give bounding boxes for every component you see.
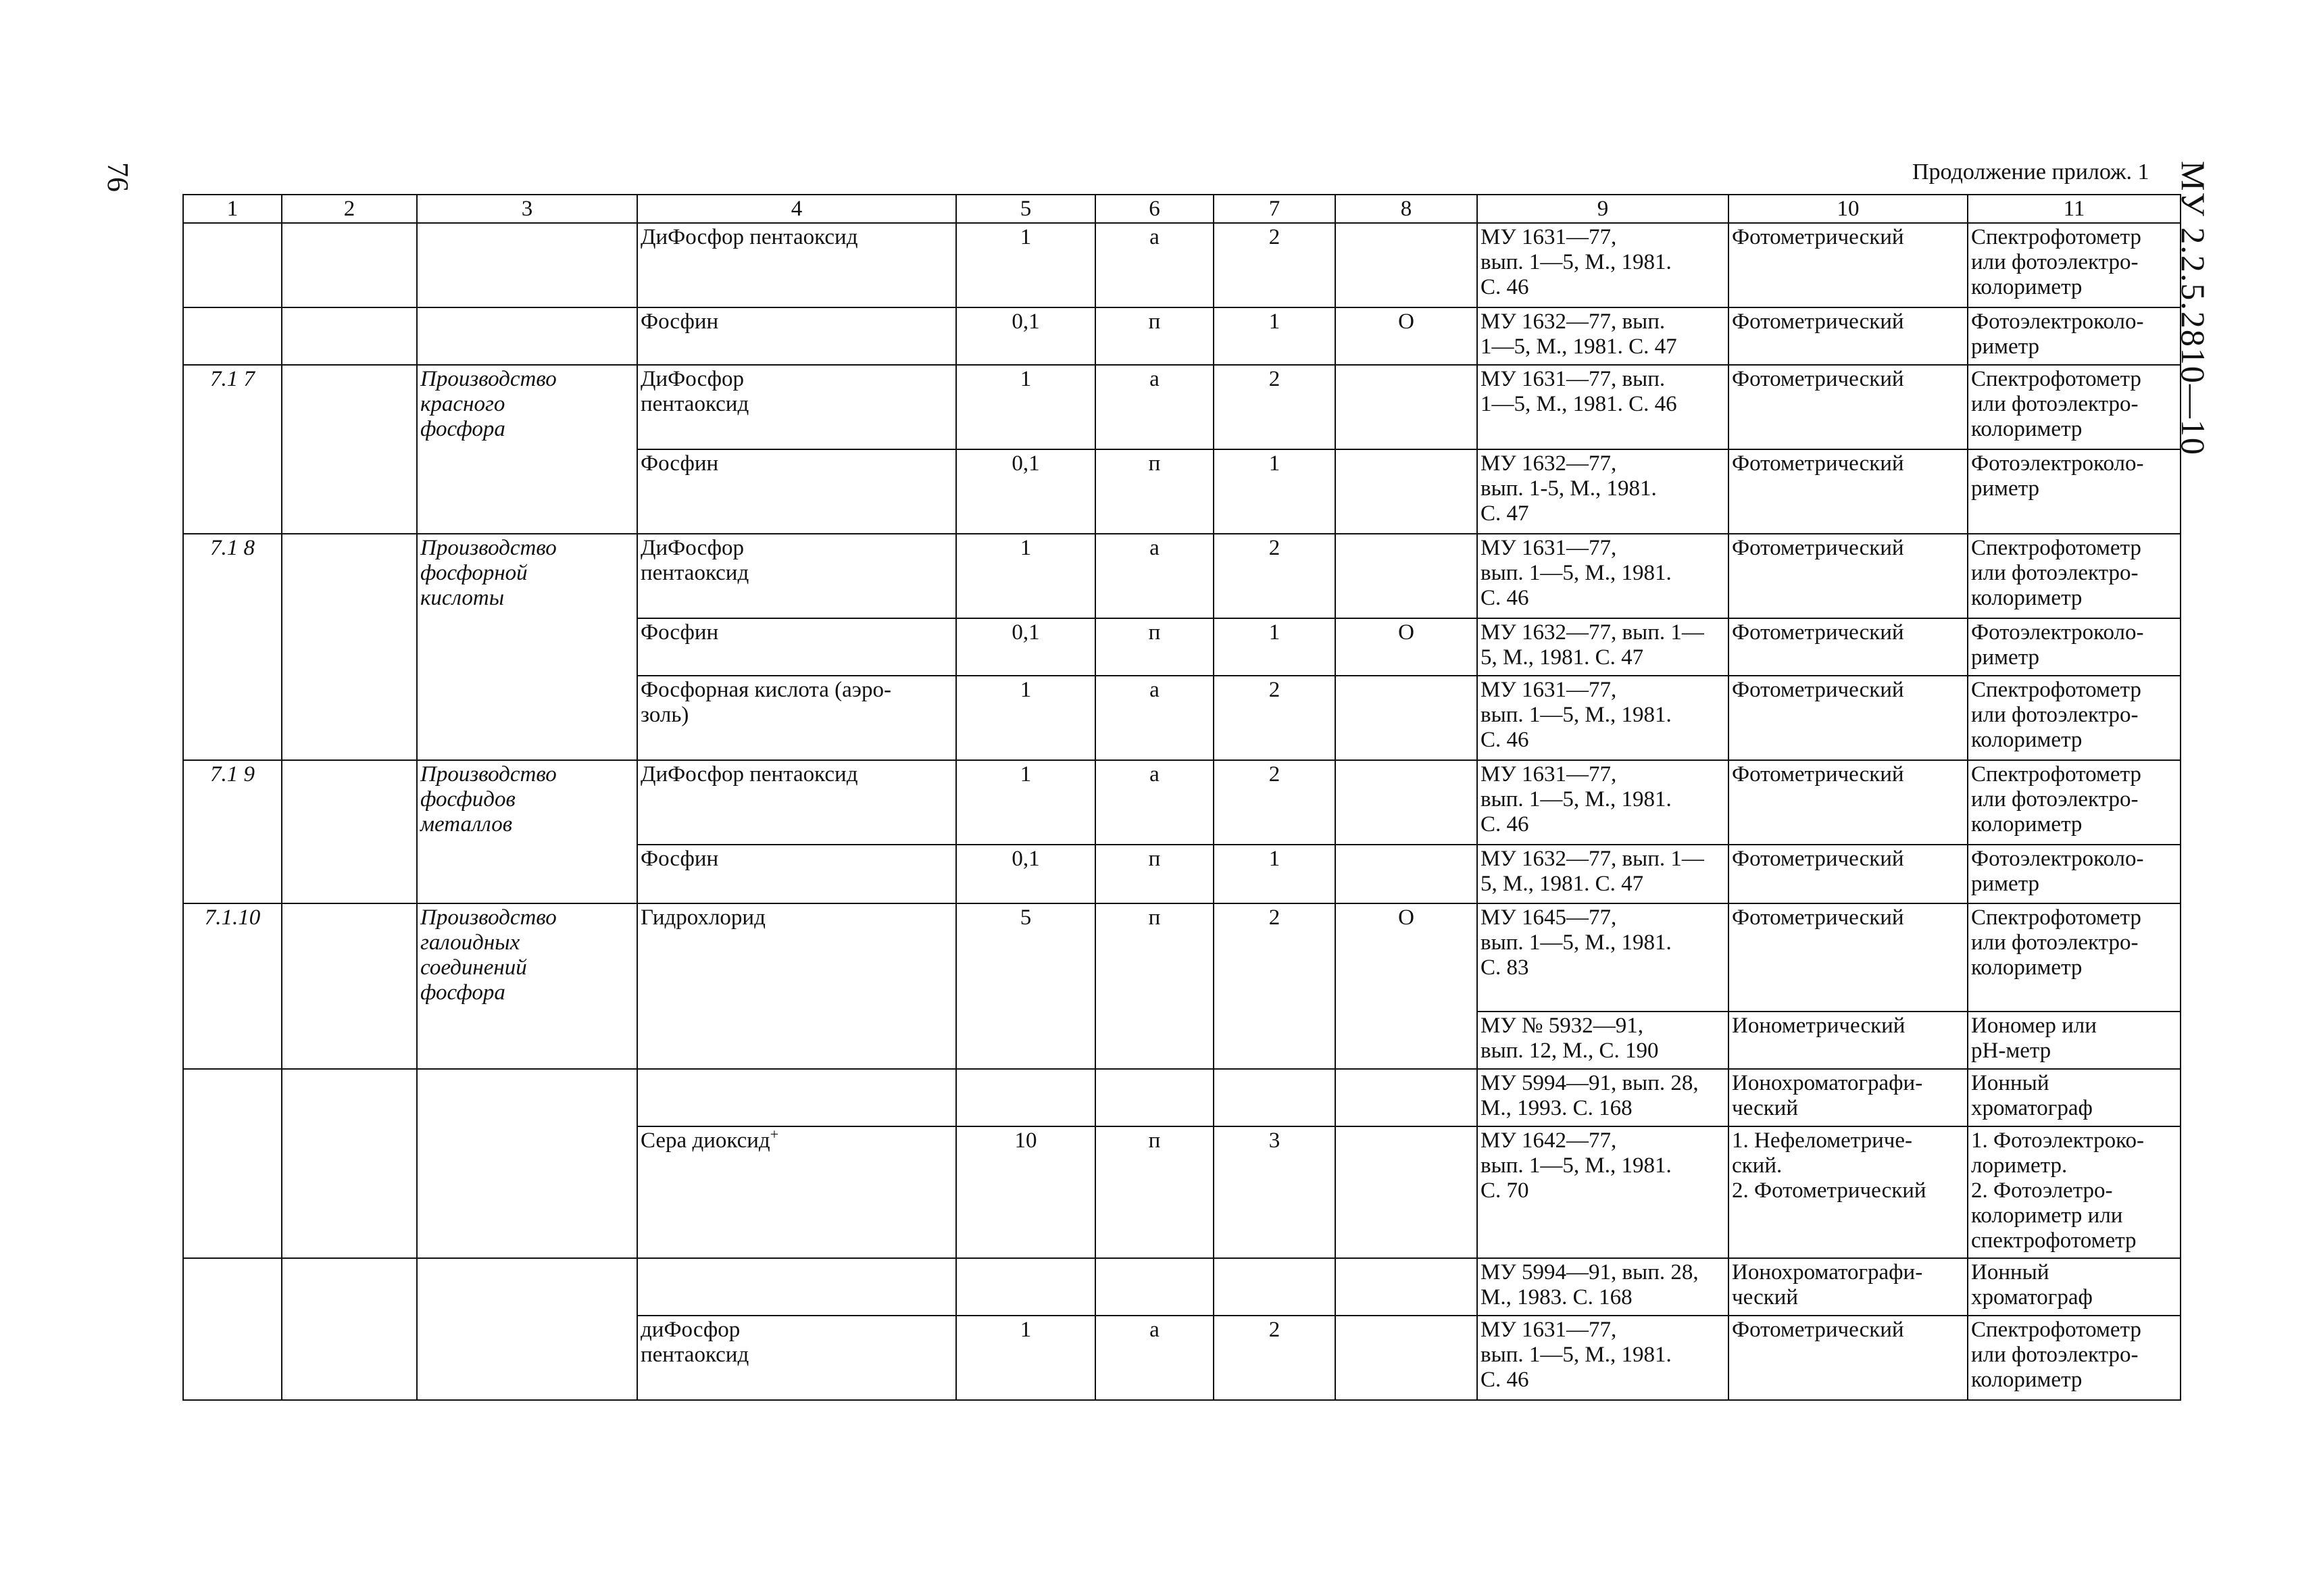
- method-reference-text: МУ 1645—77, вып. 1—5, М., 1981. С. 83: [1480, 905, 1672, 980]
- method-name-text: Фотометрический: [1732, 367, 1904, 391]
- aggregate-state-cell: [1095, 365, 1214, 449]
- method-reference-cell: [1477, 223, 1728, 307]
- aggregate-state-cell: [1095, 760, 1214, 845]
- hazard-class-text: 1: [1268, 847, 1280, 871]
- instrument-cell: [1968, 449, 2181, 534]
- hazard-class-text: 3: [1268, 1128, 1280, 1153]
- row-number-text: 7.1 7: [210, 367, 255, 391]
- mac-value-text: 0,1: [1012, 847, 1040, 871]
- hazard-class-cell: [1214, 903, 1335, 1069]
- substance-name-text: Фосфин: [641, 620, 719, 645]
- method-reference-text: МУ 1631—77, вып. 1—5, М., 1981. С. 46: [1480, 1318, 1672, 1392]
- instrument-cell: [1968, 534, 2181, 618]
- production-name-cell: [417, 1258, 637, 1400]
- instrument-cell: [1968, 1316, 2181, 1400]
- aggregate-state-cell: [1095, 307, 1214, 365]
- hazard-class-text: 2: [1268, 905, 1280, 930]
- continuation-label: Продолжение прилож. 1: [1912, 159, 2149, 184]
- instrument-cell: [1968, 223, 2181, 307]
- method-name-cell: [1728, 307, 1968, 365]
- hazard-class-cell: [1214, 365, 1335, 449]
- column-header: 2: [282, 195, 417, 223]
- mac-value-text: 1: [1020, 536, 1032, 560]
- mac-value-text: 10: [1014, 1128, 1037, 1153]
- row-number-cell: [183, 534, 282, 760]
- section-code-cell: [282, 223, 417, 307]
- section-code-cell: [282, 534, 417, 760]
- column-header: 6: [1095, 195, 1214, 223]
- mac-value-text: 1: [1020, 762, 1032, 787]
- table-header-row: [183, 195, 2181, 223]
- method-name-text: Фотометрический: [1732, 678, 1904, 702]
- effect-note-cell: [1335, 1126, 1477, 1258]
- aggregate-state-text: п: [1148, 1128, 1161, 1153]
- aggregate-state-cell: [1095, 1258, 1214, 1316]
- mac-value-text: 0,1: [1012, 309, 1040, 334]
- substance-name-text: Фосфин: [641, 309, 719, 334]
- substance-name-cell: [637, 449, 956, 534]
- hazard-class-cell: [1214, 618, 1335, 676]
- method-name-cell: [1728, 223, 1968, 307]
- method-name-cell: [1728, 365, 1968, 449]
- production-name-cell: [417, 365, 637, 534]
- substance-name-text: ДиФосфор пентаоксид: [641, 367, 749, 416]
- method-reference-text: МУ 1631—77, вып. 1—5, М., 1981. С. 46: [1480, 225, 1672, 299]
- method-name-text: Фотометрический: [1732, 1318, 1904, 1342]
- method-name-text: Ионохроматографи- ческий: [1732, 1071, 1923, 1120]
- hazard-class-cell: [1214, 1316, 1335, 1400]
- mac-value-cell: [956, 618, 1095, 676]
- effect-note-cell: [1335, 676, 1477, 760]
- hazard-class-cell: [1214, 1126, 1335, 1258]
- hazard-class-cell: [1214, 1258, 1335, 1316]
- method-name-text: Фотометрический: [1732, 762, 1904, 787]
- hazard-class-text: 2: [1268, 1318, 1280, 1342]
- aggregate-state-text: п: [1148, 620, 1161, 645]
- effect-note-cell: [1335, 307, 1477, 365]
- column-header: 9: [1477, 195, 1728, 223]
- aggregate-state-cell: [1095, 903, 1214, 1069]
- aggregate-state-text: а: [1149, 225, 1160, 249]
- method-reference-cell: [1477, 1126, 1728, 1258]
- method-name-text: Фотометрический: [1732, 451, 1904, 476]
- mac-value-text: 0,1: [1012, 620, 1040, 645]
- effect-note-cell: [1335, 845, 1477, 903]
- aggregate-state-cell: [1095, 534, 1214, 618]
- production-name-cell: [417, 903, 637, 1069]
- method-reference-text: МУ 1632—77, вып. 1-5, М., 1981. С. 47: [1480, 451, 1657, 526]
- row-number-text: 7.1 8: [210, 536, 255, 560]
- section-code-cell: [282, 365, 417, 534]
- method-reference-cell: [1477, 1258, 1728, 1316]
- substance-name-cell: [637, 903, 956, 1069]
- section-code-cell: [282, 1258, 417, 1400]
- effect-note-cell: [1335, 449, 1477, 534]
- method-name-cell: [1728, 903, 1968, 1012]
- method-reference-text: МУ 1642—77, вып. 1—5, М., 1981. С. 70: [1480, 1128, 1672, 1203]
- substance-name-text: Фосфорная кислота (аэро- золь): [641, 678, 891, 727]
- production-name-cell: [417, 760, 637, 903]
- effect-note-cell: [1335, 1069, 1477, 1126]
- section-code-cell: [282, 307, 417, 365]
- hazard-class-text: 2: [1268, 367, 1280, 391]
- mac-value-cell: [956, 1316, 1095, 1400]
- row-number-cell: [183, 1069, 282, 1258]
- instrument-text: Фотоэлектроколо- риметр: [1971, 847, 2144, 896]
- effect-note-cell: [1335, 618, 1477, 676]
- method-reference-text: МУ 1632—77, вып. 1— 5, М., 1981. С. 47: [1480, 847, 1704, 896]
- aggregate-state-text: п: [1148, 847, 1161, 871]
- method-name-cell: [1728, 1316, 1968, 1400]
- table-row: [183, 760, 2181, 845]
- method-reference-text: МУ 1632—77, вып. 1— 5, М., 1981. С. 47: [1480, 620, 1704, 670]
- method-reference-cell: [1477, 449, 1728, 534]
- substance-name-cell: [637, 1069, 956, 1126]
- instrument-text: Спектрофотометр или фотоэлектро- колориметр: [1971, 905, 2141, 980]
- production-name-cell: [417, 1069, 637, 1258]
- method-reference-cell: [1477, 534, 1728, 618]
- substance-name-cell: [637, 1316, 956, 1400]
- aggregate-state-text: а: [1149, 762, 1160, 787]
- method-reference-cell: [1477, 365, 1728, 449]
- mac-value-text: 5: [1020, 905, 1032, 930]
- aggregate-state-text: а: [1149, 678, 1160, 702]
- hazard-class-cell: [1214, 449, 1335, 534]
- instrument-cell: [1968, 307, 2181, 365]
- hazard-class-cell: [1214, 307, 1335, 365]
- method-name-cell: [1728, 1126, 1968, 1258]
- method-name-cell: [1728, 1012, 1968, 1069]
- method-reference-text: МУ № 5932—91, вып. 12, М., С. 190: [1480, 1014, 1659, 1063]
- instrument-cell: [1968, 845, 2181, 903]
- aggregate-state-cell: [1095, 676, 1214, 760]
- instrument-text: Фотоэлектроколо- риметр: [1971, 620, 2144, 670]
- method-name-cell: [1728, 1258, 1968, 1316]
- hazard-class-cell: [1214, 534, 1335, 618]
- mac-value-cell: [956, 223, 1095, 307]
- substance-name-cell: [637, 760, 956, 845]
- method-reference-text: МУ 1631—77, вып. 1—5, М., 1981. С. 46: [1480, 762, 1672, 837]
- method-name-cell: [1728, 845, 1968, 903]
- column-header: 11: [1968, 195, 2181, 223]
- effect-note-cell: [1335, 1316, 1477, 1400]
- substance-name-text: Фосфин: [641, 451, 719, 476]
- mac-value-text: 1: [1020, 1318, 1032, 1342]
- row-number-cell: [183, 365, 282, 534]
- method-reference-text: МУ 1631—77, вып. 1—5, М., 1981. С. 46: [1480, 678, 1672, 752]
- mac-value-cell: [956, 1126, 1095, 1258]
- aggregate-state-text: п: [1148, 309, 1161, 334]
- method-name-text: Фотометрический: [1732, 905, 1904, 930]
- method-reference-text: МУ 5994—91, вып. 28, М., 1993. С. 168: [1480, 1071, 1699, 1120]
- effect-note-cell: [1335, 1258, 1477, 1316]
- production-name-cell: [417, 534, 637, 760]
- instrument-cell: [1968, 1258, 2181, 1316]
- instrument-text: Спектрофотометр или фотоэлектро- колориметр: [1971, 536, 2141, 610]
- hazard-class-text: 2: [1268, 678, 1280, 702]
- method-name-text: Фотометрический: [1732, 225, 1904, 249]
- instrument-text: Спектрофотометр или фотоэлектро- колориметр: [1971, 367, 2141, 441]
- instrument-cell: [1968, 760, 2181, 845]
- hazard-class-text: 1: [1268, 620, 1280, 645]
- instrument-text: Фотоэлектроколо- риметр: [1971, 309, 2144, 359]
- aggregate-state-text: а: [1149, 367, 1160, 391]
- effect-note-text: О: [1398, 905, 1414, 930]
- section-code-cell: [282, 1069, 417, 1258]
- instrument-cell: [1968, 1069, 2181, 1126]
- substance-name-text: ДиФосфор пентаоксид: [641, 536, 749, 585]
- instrument-text: Спектрофотометр или фотоэлектро- колориметр: [1971, 225, 2141, 299]
- row-number-cell: [183, 1258, 282, 1400]
- mac-value-cell: [956, 534, 1095, 618]
- table-row: [183, 223, 2181, 307]
- effect-note-cell: [1335, 223, 1477, 307]
- hazard-class-text: 2: [1268, 762, 1280, 787]
- document-code: МУ 2.2.5.2810—10: [2174, 161, 2212, 456]
- instrument-text: Фотоэлектроколо- риметр: [1971, 451, 2144, 501]
- aggregate-state-cell: [1095, 1126, 1214, 1258]
- substance-name-cell: [637, 365, 956, 449]
- instrument-text: Спектрофотометр или фотоэлектро- колориметр: [1971, 762, 2141, 837]
- mac-value-cell: [956, 1069, 1095, 1126]
- mac-value-text: 1: [1020, 225, 1032, 249]
- method-name-cell: [1728, 760, 1968, 845]
- hazard-class-cell: [1214, 760, 1335, 845]
- mac-value-cell: [956, 449, 1095, 534]
- hazard-class-cell: [1214, 845, 1335, 903]
- table-row: [183, 307, 2181, 365]
- mac-value-cell: [956, 676, 1095, 760]
- substance-name-text: диФосфор пентаоксид: [641, 1318, 749, 1367]
- mac-value-cell: [956, 365, 1095, 449]
- instrument-cell: [1968, 1012, 2181, 1069]
- instrument-cell: [1968, 365, 2181, 449]
- hazard-class-cell: [1214, 223, 1335, 307]
- mac-value-cell: [956, 760, 1095, 845]
- aggregate-state-cell: [1095, 223, 1214, 307]
- method-reference-cell: [1477, 760, 1728, 845]
- instrument-text: 1. Фотоэлектроко- лориметр. 2. Фотоэлетро- колориметр или спектрофотометр: [1971, 1128, 2144, 1253]
- substance-name-cell: [637, 534, 956, 618]
- method-reference-text: МУ 1631—77, вып. 1—5, М., 1981. С. 46: [1480, 367, 1677, 416]
- instrument-text: Спектрофотометр или фотоэлектро- колориметр: [1971, 1318, 2141, 1392]
- footnote-mark: +: [770, 1126, 779, 1143]
- method-reference-cell: [1477, 1316, 1728, 1400]
- column-header: 10: [1728, 195, 1968, 223]
- method-name-cell: [1728, 618, 1968, 676]
- production-name-text: Производство фосфидов металлов: [420, 762, 557, 837]
- effect-note-text: О: [1398, 620, 1414, 645]
- substance-name-cell: [637, 223, 956, 307]
- regulation-table: [182, 194, 2181, 1401]
- aggregate-state-text: п: [1148, 451, 1161, 476]
- instrument-cell: [1968, 618, 2181, 676]
- substance-name-cell: [637, 307, 956, 365]
- substance-name-cell: [637, 1258, 956, 1316]
- hazard-class-text: 1: [1268, 309, 1280, 334]
- hazard-class-text: 2: [1268, 225, 1280, 249]
- substance-name-cell: [637, 676, 956, 760]
- method-name-text: 1. Нефелометриче- ский. 2. Фотометрический: [1732, 1128, 1926, 1203]
- page-number: 76: [101, 162, 134, 192]
- effect-note-cell: [1335, 903, 1477, 1069]
- mac-value-cell: [956, 1258, 1095, 1316]
- aggregate-state-cell: [1095, 1069, 1214, 1126]
- column-header: 1: [183, 195, 282, 223]
- instrument-text: Ионный хроматограф: [1971, 1260, 2093, 1310]
- instrument-cell: [1968, 1126, 2181, 1258]
- production-name-text: Производство фосфорной кислоты: [420, 536, 557, 610]
- instrument-text: Спектрофотометр или фотоэлектро- колориметр: [1971, 678, 2141, 752]
- mac-value-cell: [956, 307, 1095, 365]
- method-reference-cell: [1477, 903, 1728, 1012]
- section-code-cell: [282, 760, 417, 903]
- method-reference-text: МУ 1631—77, вып. 1—5, М., 1981. С. 46: [1480, 536, 1672, 610]
- method-name-text: Ионометрический: [1732, 1014, 1906, 1038]
- effect-note-cell: [1335, 760, 1477, 845]
- method-name-text: Фотометрический: [1732, 620, 1904, 645]
- mac-value-text: 0,1: [1012, 451, 1040, 476]
- method-reference-cell: [1477, 1069, 1728, 1126]
- instrument-cell: [1968, 676, 2181, 760]
- row-number-cell: [183, 903, 282, 1069]
- aggregate-state-cell: [1095, 449, 1214, 534]
- table-row: [183, 903, 2181, 1012]
- method-reference-cell: [1477, 676, 1728, 760]
- row-number-cell: [183, 307, 282, 365]
- substance-name-text: ДиФосфор пентаоксид: [641, 762, 858, 787]
- aggregate-state-cell: [1095, 1316, 1214, 1400]
- column-header: 4: [637, 195, 956, 223]
- table-row: [183, 1258, 2181, 1316]
- section-code-cell: [282, 903, 417, 1069]
- instrument-text: Иономер или pH-метр: [1971, 1014, 2097, 1063]
- row-number-text: 7.1 9: [210, 762, 255, 787]
- aggregate-state-cell: [1095, 845, 1214, 903]
- method-reference-cell: [1477, 307, 1728, 365]
- production-name-cell: [417, 223, 637, 307]
- table-row: [183, 1069, 2181, 1126]
- aggregate-state-text: п: [1148, 905, 1161, 930]
- mac-value-cell: [956, 903, 1095, 1069]
- method-reference-text: МУ 1632—77, вып. 1—5, М., 1981. С. 47: [1480, 309, 1677, 359]
- method-reference-cell: [1477, 618, 1728, 676]
- production-name-text: Производство галоидных соединений фосфора: [420, 905, 557, 1005]
- aggregate-state-cell: [1095, 618, 1214, 676]
- production-name-text: Производство красного фосфора: [420, 367, 557, 441]
- substance-name-text: Гидрохлорид: [641, 905, 766, 930]
- mac-value-cell: [956, 845, 1095, 903]
- aggregate-state-text: а: [1149, 536, 1160, 560]
- substance-name-cell: [637, 1126, 956, 1258]
- production-name-cell: [417, 307, 637, 365]
- substance-name-cell: [637, 618, 956, 676]
- method-name-text: Фотометрический: [1732, 847, 1904, 871]
- method-name-text: Ионохроматографи- ческий: [1732, 1260, 1923, 1310]
- substance-name-cell: [637, 845, 956, 903]
- hazard-class-cell: [1214, 1069, 1335, 1126]
- effect-note-cell: [1335, 534, 1477, 618]
- column-header: 7: [1214, 195, 1335, 223]
- method-name-text: Фотометрический: [1732, 309, 1904, 334]
- method-name-cell: [1728, 449, 1968, 534]
- method-name-cell: [1728, 1069, 1968, 1126]
- substance-name-text: Сера диоксид: [641, 1128, 770, 1153]
- mac-value-text: 1: [1020, 678, 1032, 702]
- table-row: [183, 365, 2181, 449]
- row-number-text: 7.1.10: [204, 905, 261, 930]
- method-reference-cell: [1477, 845, 1728, 903]
- substance-name-text: Фосфин: [641, 847, 719, 871]
- effect-note-text: О: [1398, 309, 1414, 334]
- table-row: [183, 534, 2181, 618]
- hazard-class-text: 1: [1268, 451, 1280, 476]
- method-name-cell: [1728, 534, 1968, 618]
- method-name-text: Фотометрический: [1732, 536, 1904, 560]
- substance-name-text: ДиФосфор пентаоксид: [641, 225, 858, 249]
- row-number-cell: [183, 760, 282, 903]
- method-reference-cell: [1477, 1012, 1728, 1069]
- instrument-cell: [1968, 903, 2181, 1012]
- column-header: 8: [1335, 195, 1477, 223]
- column-header: 3: [417, 195, 637, 223]
- method-reference-text: МУ 5994—91, вып. 28, М., 1983. С. 168: [1480, 1260, 1699, 1310]
- hazard-class-text: 2: [1268, 536, 1280, 560]
- row-number-cell: [183, 223, 282, 307]
- hazard-class-cell: [1214, 676, 1335, 760]
- column-header: 5: [956, 195, 1095, 223]
- mac-value-text: 1: [1020, 367, 1032, 391]
- method-name-cell: [1728, 676, 1968, 760]
- instrument-text: Ионный хроматограф: [1971, 1071, 2093, 1120]
- aggregate-state-text: а: [1149, 1318, 1160, 1342]
- effect-note-cell: [1335, 365, 1477, 449]
